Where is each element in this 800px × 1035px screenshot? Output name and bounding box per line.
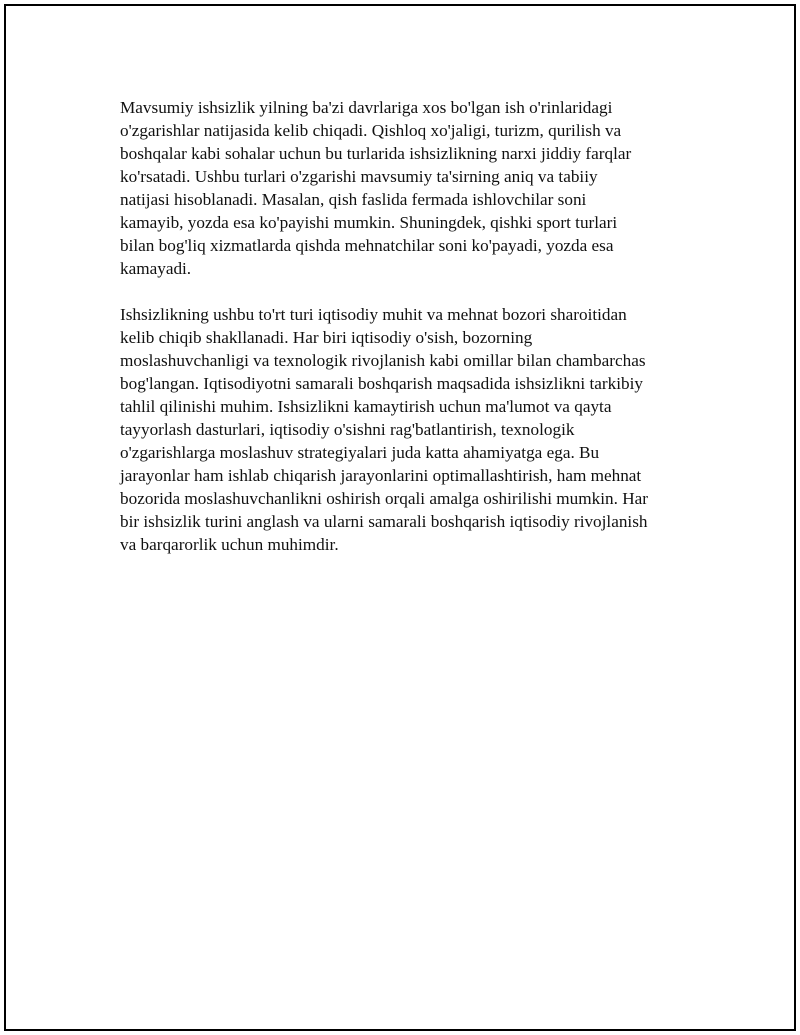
text-line: o'zgarishlarga moslashuv strategiyalari juda katta ahamiyatga ega. Bu — [120, 443, 600, 462]
text-line: natijasi hisoblanadi. Masalan, qish faslida fermada ishlovchilar soni — [120, 190, 587, 209]
page-content — [120, 96, 700, 579]
text-line: moslashuvchanligi va texnologik rivojlanish kabi omillar bilan chambarchas — [120, 351, 646, 370]
text-line: Ishsizlikning ushbu to'rt turi iqtisodiy muhit va mehnat bozori sharoitidan — [120, 305, 627, 324]
text-line: tahlil qilinishi muhim. Ishsizlikni kamaytirish uchun ma'lumot va qayta — [120, 397, 612, 416]
text-line: kamayib, yozda esa ko'payishi mumkin. Shuningdek, qishki sport turlari — [120, 213, 618, 232]
text-line: bozorida moslashuvchanlikni oshirish orqali amalga oshirilishi mumkin. Har — [120, 489, 648, 508]
text-line: kamayadi. — [120, 259, 192, 278]
paragraph-seasonal-unemployment — [120, 96, 700, 280]
text-line: va barqarorlik uchun muhimdir. — [120, 535, 339, 554]
text-line: bir ishsizlik turini anglash va ularni samarali boshqarish iqtisodiy rivojlanish — [120, 512, 648, 531]
text-line: tayyorlash dasturlari, iqtisodiy o'sishni rag'batlantirish, texnologik — [120, 420, 575, 439]
page-frame — [4, 4, 796, 1031]
text-line: ko'rsatadi. Ushbu turlari o'zgarishi mavsumiy ta'sirning aniq va tabiiy — [120, 167, 598, 186]
paragraph-unemployment-types-summary — [120, 303, 700, 556]
text-line: boshqalar kabi sohalar uchun bu turlarida ishsizlikning narxi jiddiy farqlar — [120, 144, 632, 163]
text-line: jarayonlar ham ishlab chiqarish jarayonlarini optimallashtirish, ham mehnat — [120, 466, 642, 485]
text-line: kelib chiqib shakllanadi. Har biri iqtisodiy o'sish, bozorning — [120, 328, 533, 347]
text-line: bog'langan. Iqtisodiyotni samarali boshqarish maqsadida ishsizlikni tarkibiy — [120, 374, 643, 393]
text-line: Mavsumiy ishsizlik yilning ba'zi davrlariga xos bo'lgan ish o'rinlaridagi — [120, 98, 613, 117]
text-line: bilan bog'liq xizmatlarda qishda mehnatchilar soni ko'payadi, yozda esa — [120, 236, 614, 255]
text-line: o'zgarishlar natijasida kelib chiqadi. Qishloq xo'jaligi, turizm, qurilish va — [120, 121, 622, 140]
